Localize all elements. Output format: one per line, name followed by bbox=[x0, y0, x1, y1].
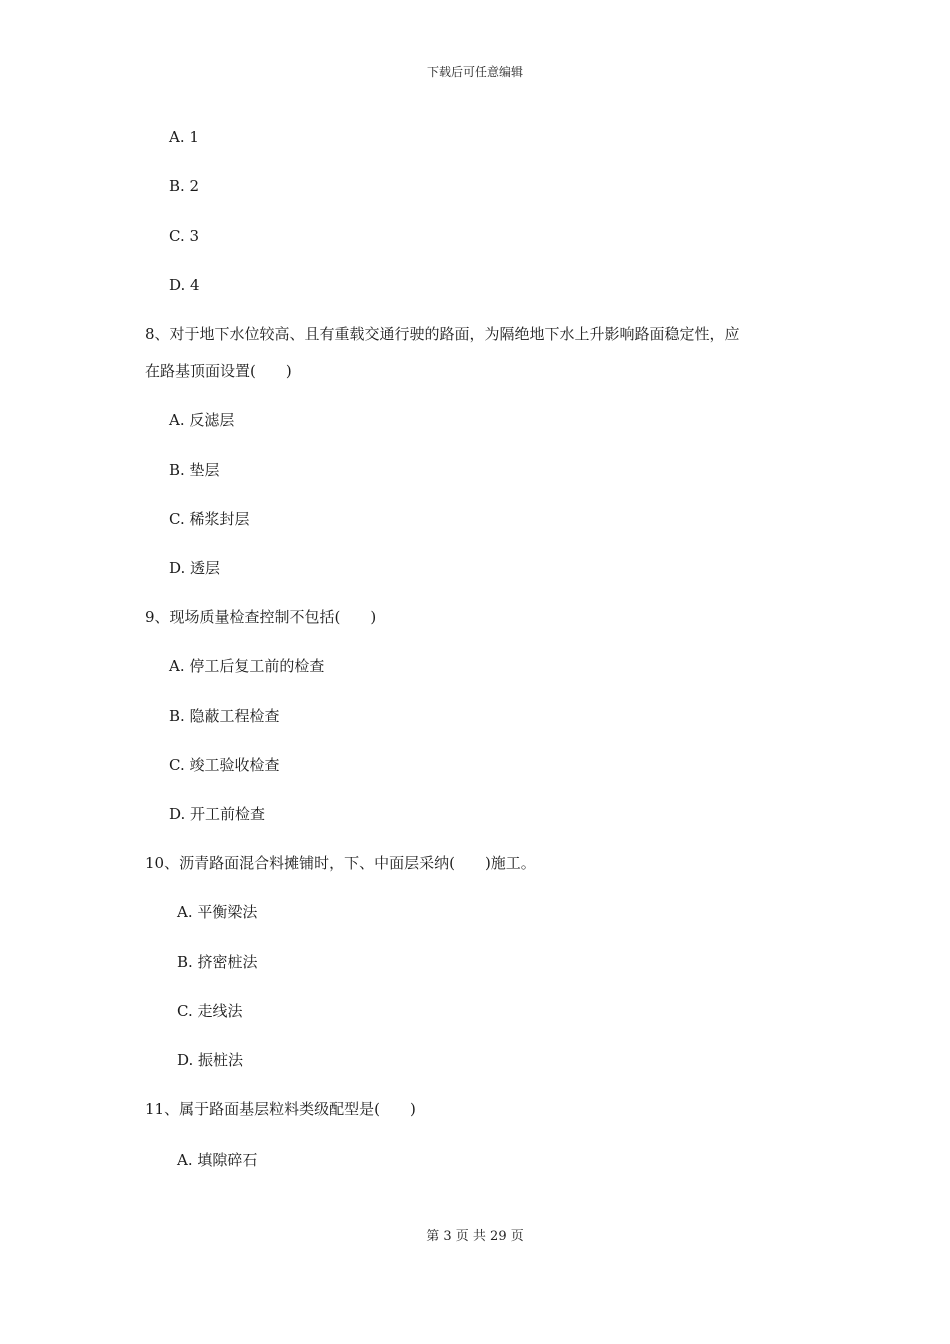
prev-option-a: A. 1 bbox=[169, 128, 199, 146]
question-10-option-a: A. 平衡梁法 bbox=[177, 903, 258, 921]
question-8-option-a: A. 反滤层 bbox=[169, 411, 235, 429]
question-9-option-b: B. 隐蔽工程检查 bbox=[169, 707, 280, 725]
question-9-option-c: C. 竣工验收检查 bbox=[169, 756, 280, 774]
question-9-stem: 9、现场质量检查控制不包括( ) bbox=[145, 608, 377, 626]
question-11-option-a: A. 填隙碎石 bbox=[177, 1151, 258, 1169]
prev-option-b: B. 2 bbox=[169, 177, 200, 195]
page-header: 下载后可任意编辑 bbox=[426, 65, 523, 79]
question-10-option-c: C. 走线法 bbox=[177, 1002, 243, 1020]
question-11-stem: 11、属于路面基层粒料类级配型是( ) bbox=[145, 1100, 416, 1118]
prev-option-c: C. 3 bbox=[169, 227, 200, 245]
prev-option-d: D. 4 bbox=[169, 276, 200, 294]
question-8-stem-line1: 8、对于地下水位较高、且有重载交通行驶的路面，为隔绝地下水上升影响路面稳定性，应 bbox=[145, 325, 740, 343]
question-8-option-b: B. 垫层 bbox=[169, 461, 220, 479]
question-8-option-d: D. 透层 bbox=[169, 559, 221, 577]
question-8-option-c: C. 稀浆封层 bbox=[169, 510, 250, 528]
question-8-stem-line2: 在路基顶面设置( ) bbox=[145, 362, 292, 380]
question-9-option-a: A. 停工后复工前的检查 bbox=[169, 657, 325, 675]
question-9-option-d: D. 开工前检查 bbox=[169, 805, 266, 823]
question-10-option-b: B. 挤密桩法 bbox=[177, 953, 258, 971]
question-10-option-d: D. 振桩法 bbox=[177, 1051, 244, 1069]
page-footer: 第 3 页 共 29 页 bbox=[426, 1229, 524, 1244]
question-10-stem: 10、沥青路面混合料摊铺时，下、中面层采纳( )施工。 bbox=[145, 854, 536, 872]
